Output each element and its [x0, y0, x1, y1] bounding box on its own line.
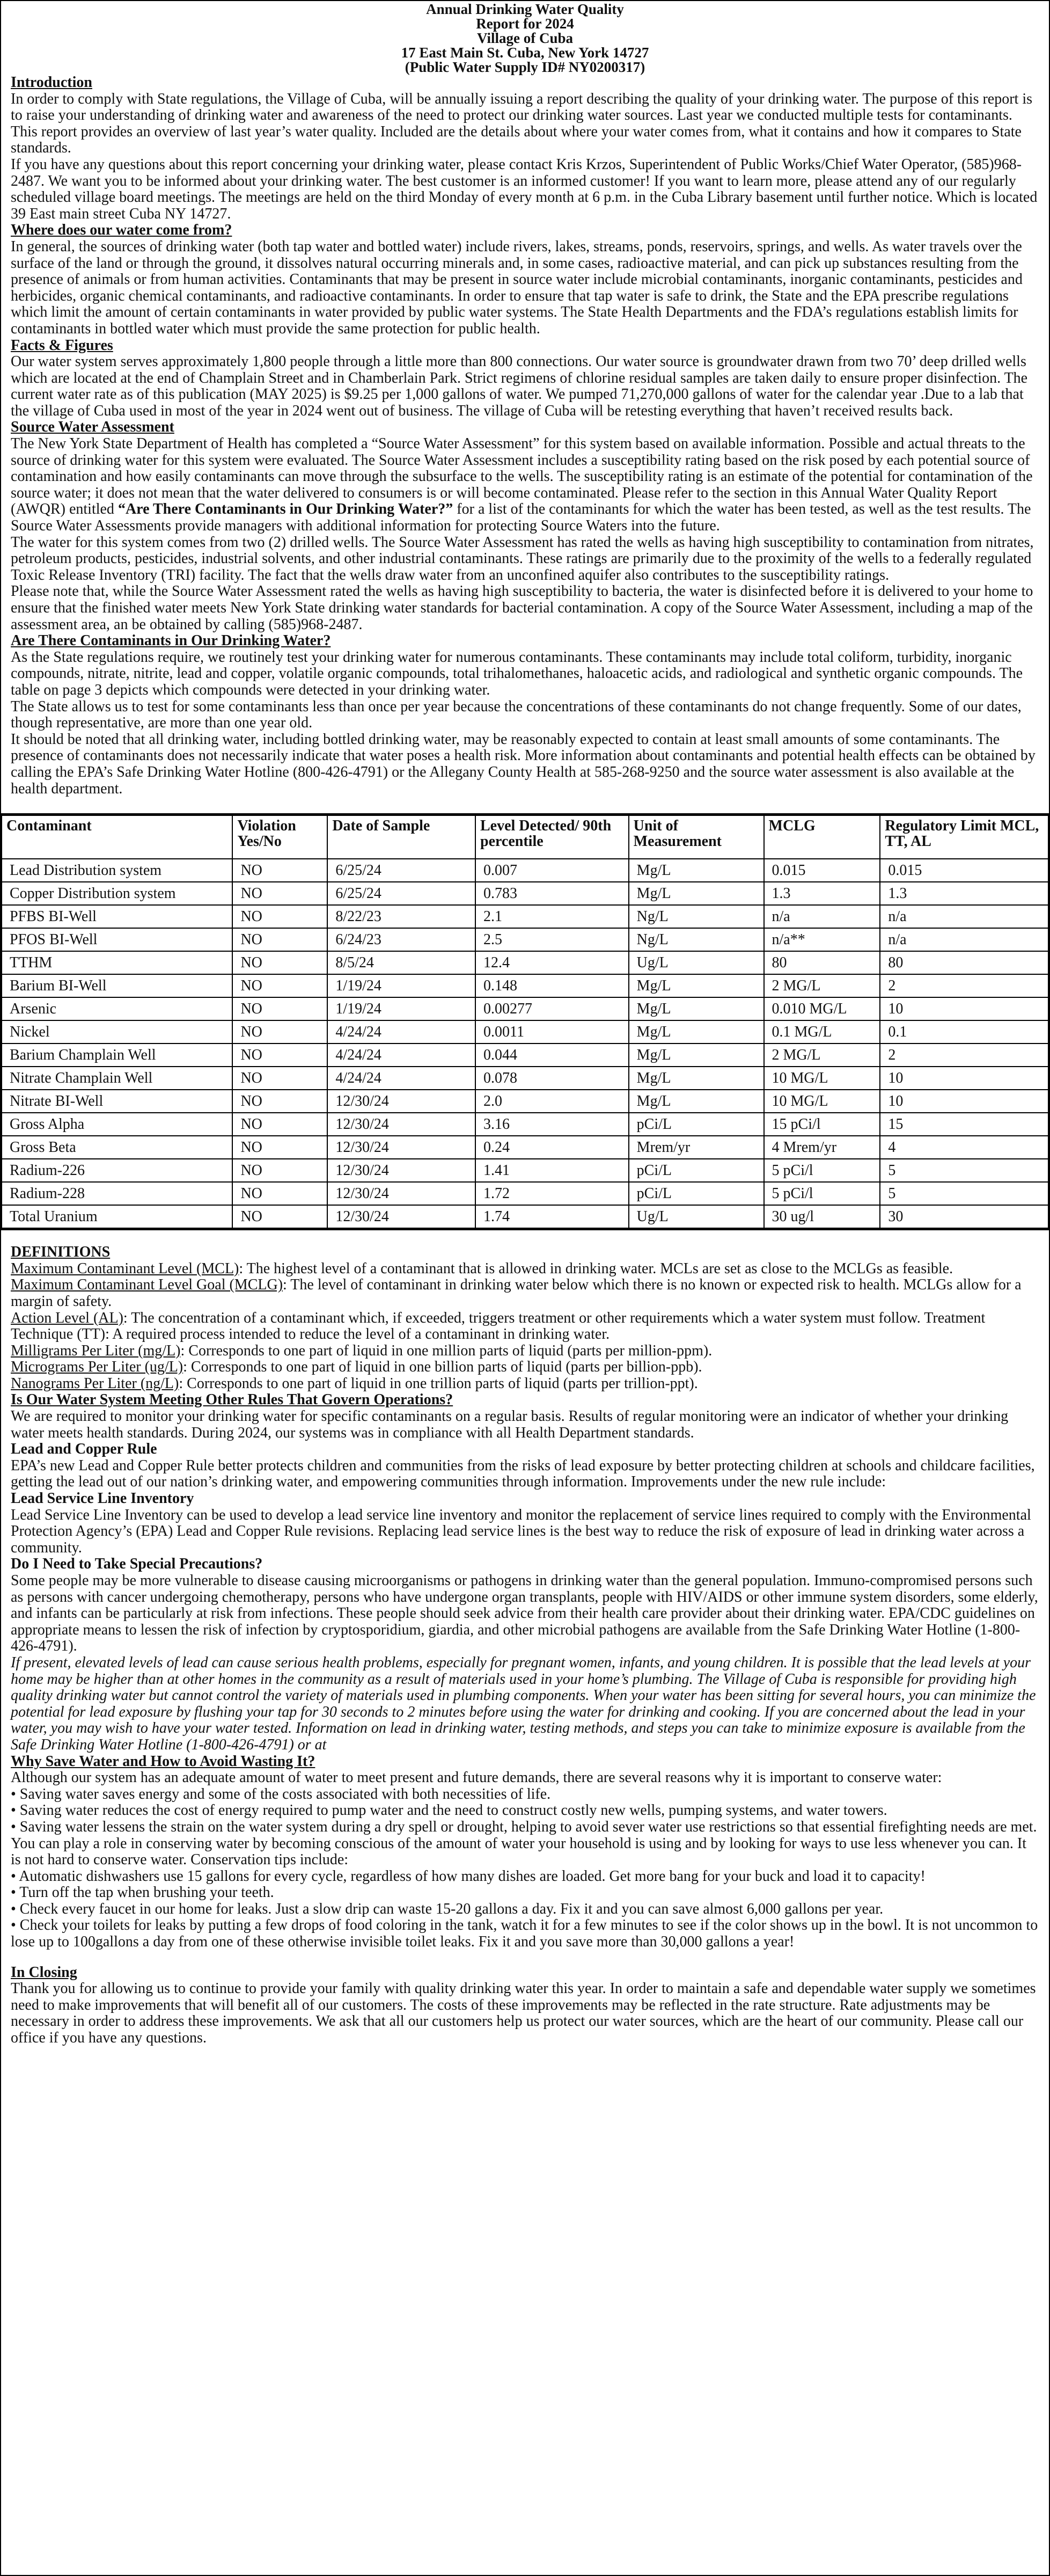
table-row	[2, 928, 1048, 951]
section-heading-lead-copper: Lead and Copper Rule	[11, 1441, 157, 1458]
def-ug-term: Micrograms Per Liter (ug/L)	[11, 1359, 183, 1376]
table-cell: 0.015	[764, 859, 880, 882]
def-ug-text: : Corresponds to one part of liquid in one billion parts of liquid (parts per billion-ppb).	[183, 1359, 702, 1376]
table-row	[2, 974, 1048, 997]
table-cell: Ug/L	[629, 1205, 764, 1228]
def-al	[11, 1310, 1039, 1343]
def-mcl-term: Maximum Contaminant Level (MCL)	[11, 1260, 239, 1277]
table-row	[2, 1043, 1048, 1067]
section-heading-facts: Facts & Figures	[11, 337, 113, 354]
header-title: Annual Drinking Water Quality	[426, 1, 624, 17]
table-cell: Barium Champlain Well	[2, 1043, 232, 1067]
table-cell: NO	[232, 1067, 327, 1090]
ssa-paragraph-3: Please note that, while the Source Water Assessment rated the wells as having high susceptibility to bacteria, the water is disinfected before it is delivered to your home to ensure that the finished water meets New York State drinking water standards for bacterial contamination. A copy of the Source Water Assessment, including a map of the assessment area, an be obtained by calling (585)968-2487.	[11, 583, 1033, 633]
tip-3: • Check every faucet in our home for leaks. Just a slow drip can waste 15-20 gallons a day. Fix it and you can save almost 6,000 gallons per year.	[11, 1900, 884, 1917]
report-header	[1, 1, 1049, 75]
table-row	[2, 997, 1048, 1020]
contam-paragraph-2: The State allows us to test for some contaminants less than once per year because the concentrations of these contaminants do not change frequently. Some of our dates, though representative, are more than one year old.	[11, 698, 1022, 732]
table-cell: 15 pCi/l	[764, 1113, 880, 1136]
report-body-bottom	[1, 1230, 1049, 2047]
table-cell: 80	[764, 951, 880, 974]
table-cell: 10	[880, 1067, 1048, 1090]
table-cell: 10	[880, 997, 1048, 1020]
section-heading-contaminants: Are There Contaminants in Our Drinking Water?	[11, 632, 331, 650]
table-cell: 2 MG/L	[764, 1043, 880, 1067]
ssa-p1-text-c: for a list of the contaminants for which the water has been tested, as well as the test results. The Source Water Assessments provide managers with additional information for protecting Source Waters into the future.	[11, 501, 1031, 535]
contaminant-table	[1, 815, 1049, 1229]
table-row	[2, 1020, 1048, 1043]
facts-paragraph: Our water system serves approximately 1,800 people through a little more than 800 connections. Our water source is groundwater drawn from two 70’ deep drilled wells which are located at the end of Champlain Street and in Chamberlain Park. Strict regimens of chlorine residual samples are taken daily to ensure proper disinfection. The current water rate as of this publication (MAY 2025) is $9.25 per 1,000 gallons of water. We pumped 71,270,000 gallons of water for the calendar year .Due to a lab that the village of Cuba used in most of the year in 2024 went out of business. The village of Cuba will be retesting everything that haven’t received results back.	[11, 353, 1028, 419]
table-cell: Ng/L	[629, 905, 764, 928]
table-cell: pCi/L	[629, 1159, 764, 1182]
table-cell: Nickel	[2, 1020, 232, 1043]
precautions-paragraph-2: If present, elevated levels of lead can cause serious health problems, especially for pregnant women, infants, and young children. It is possible that the lead levels at your home may be higher than at other homes in the community as a result of materials used in your home’s plumbing. The Village of Cuba is responsible for providing high quality drinking water but cannot control the variety of materials used in plumbing components. When your water has been sitting for several hours, you can minimize the potential for lead exposure by flushing your tap for 30 seconds to 2 minutes before using the water for drinking and cooking. If you are concerned about the lead in your water, you may wish to have your water tested. Information on lead in drinking water, testing methods, and steps you can take to minimize exposure is available from the Safe Drinking Water Hotline (1-800-426-4791) or at	[11, 1654, 1036, 1753]
col-header-level: Level Detected/ 90th percentile	[475, 815, 629, 859]
table-cell: 5	[880, 1182, 1048, 1205]
col-header-mclg: MCLG	[764, 815, 880, 859]
where-paragraph: In general, the sources of drinking water (both tap water and bottled water) include rivers, lakes, streams, ponds, reservoirs, springs, and wells. As water travels over the surface of the land or through the ground, it dissolves natural occurring minerals and, in some cases, radioactive material, and can pick up substances resulting from the presence of animals or from human activities. Contaminants that may be present in source water include microbial contaminants, inorganic contaminants, pesticides and herbicides, organic chemical contaminants, and radioactive contaminants. In order to ensure that tap water is safe to drink, the State and the EPA prescribe regulations which limit the amount of certain contaminants in water provided by public water systems. The State Health Departments and the FDA’s regulations establish limits for contaminants in bottled water which must provide the same protection for public health.	[11, 238, 1023, 337]
def-al-term: Action Level (AL)	[11, 1309, 123, 1326]
table-body	[2, 859, 1048, 1228]
table-cell: 1/19/24	[327, 974, 475, 997]
section-heading-where: Where does our water come from?	[11, 222, 232, 239]
table-cell: 80	[880, 951, 1048, 974]
table-cell: Mg/L	[629, 1090, 764, 1113]
table-cell: 1.3	[880, 882, 1048, 905]
table-cell: 12.4	[475, 951, 629, 974]
table-cell: NO	[232, 1136, 327, 1159]
table-cell: 1.3	[764, 882, 880, 905]
table-cell: 2.5	[475, 928, 629, 951]
table-cell: 4/24/24	[327, 1020, 475, 1043]
col-header-contaminant: Contaminant	[2, 815, 232, 859]
table-cell: PFOS BI-Well	[2, 928, 232, 951]
def-mclg-term: Maximum Contaminant Level Goal (MCLG)	[11, 1276, 283, 1294]
table-cell: TTHM	[2, 951, 232, 974]
table-cell: 1.41	[475, 1159, 629, 1182]
table-cell: 8/5/24	[327, 951, 475, 974]
def-ng	[11, 1376, 1039, 1392]
def-ng-text: : Corresponds to one part of liquid in one trillion parts of liquid (parts per trillion-ppt).	[179, 1375, 698, 1392]
table-cell: 0.007	[475, 859, 629, 882]
table-cell: 4 Mrem/yr	[764, 1136, 880, 1159]
table-cell: NO	[232, 859, 327, 882]
closing-paragraph: Thank you for allowing us to continue to provide your family with quality drinking water this year. In order to maintain a safe and dependable water supply we sometimes need to make improvements that will benefit all of our customers. The costs of these improvements may be reflected in the rate structure. Rate adjustments may be necessary in order to address these improvements. We ask that all our customers help us protect our water sources, which are the heart of our community. Please call our office if you have any questions.	[11, 1980, 1036, 2047]
table-cell: 0.015	[880, 859, 1048, 882]
table-cell: 1/19/24	[327, 997, 475, 1020]
save-bullet-3: • Saving water lessens the strain on the water system during a dry spell or drought, helping to avoid sever water use restrictions so that essential firefighting needs are met.	[11, 1818, 1037, 1835]
lead-copper-paragraph: EPA’s new Lead and Copper Rule better protects children and communities from the risks of lead exposure by better protecting children at schools and childcare facilities, getting the lead out of our nation’s drinking water, and empowering communities through information. Improvements under the new rule include:	[11, 1457, 1035, 1491]
table-cell: NO	[232, 997, 327, 1020]
table-cell: Mg/L	[629, 1043, 764, 1067]
table-cell: n/a	[764, 905, 880, 928]
table-row	[2, 1067, 1048, 1090]
header-address: 17 East Main St. Cuba, New York 14727	[401, 45, 649, 61]
table-cell: NO	[232, 928, 327, 951]
table-cell: Total Uranium	[2, 1205, 232, 1228]
table-cell: 6/25/24	[327, 882, 475, 905]
table-cell: 2.1	[475, 905, 629, 928]
table-cell: 0.00277	[475, 997, 629, 1020]
table-cell: Mg/L	[629, 974, 764, 997]
table-cell: 12/30/24	[327, 1113, 475, 1136]
col-header-date: Date of Sample	[327, 815, 475, 859]
def-al-text: : The concentration of a contaminant which, if exceeded, triggers treatment or other requirements which a water system must follow. Treatment Technique (TT): A required process intended to reduce the level of a contaminant in drinking water.	[11, 1309, 986, 1343]
precautions-paragraph-1: Some people may be more vulnerable to disease causing microorganisms or pathogens in drinking water than the general population. Immuno-compromised persons such as persons with cancer undergoing chemotherapy, persons who have undergone organ transplants, people with HIV/AIDS or other immune system disorders, some elderly, and infants can be particularly at risk from infections. These people should seek advice from their health care provider about their drinking water. EPA/CDC guidelines on appropriate means to lessen the risk of infection by cryptosporidium, giardia, and other microbial pathogens are available from the Safe Drinking Water Hotline (1-800-426-4791).	[11, 1572, 1038, 1655]
table-cell: 0.783	[475, 882, 629, 905]
ssa-p1-text-a: The New York State Department of Health has completed a “Source Water Assessment” for this system based on available information. Possible and actual threats to the source of drinking water for this system were evaluated. The Source Water Assessment includes a susceptibility rating based on the risk posed by each potential source of contamination and how easily contaminants can move through the subsurface to the wells. The susceptibility rating is an estimate of the potential for contamination of the source water; it does not mean that the water delivered to consumers is or will become contaminated. Please refer to the section in this Annual Water Quality Report (AWQR) entitled	[11, 435, 1033, 518]
header-subtitle: Report for 2024	[476, 16, 574, 32]
table-cell: Arsenic	[2, 997, 232, 1020]
col-header-limit: Regulatory Limit MCL, TT, AL	[880, 815, 1048, 859]
section-heading-introduction: Introduction	[11, 74, 92, 91]
table-cell: 30 ug/l	[764, 1205, 880, 1228]
table-cell: 4/24/24	[327, 1067, 475, 1090]
table-cell: pCi/L	[629, 1182, 764, 1205]
table-row	[2, 882, 1048, 905]
ssa-paragraph-2: The water for this system comes from two (2) drilled wells. The Source Water Assessment has rated the wells as having high susceptibility to contamination from nitrates, petroleum products, pesticides, industrial solvents, and other industrial contaminants. These ratings are primarily due to the proximity of the wells to a federally regulated Toxic Release Inventory (TRI) facility. The fact that the wells draw water from an unconfined aquifer also contributes to the susceptibility ratings.	[11, 534, 1034, 583]
def-mg-term: Milligrams Per Liter (mg/L)	[11, 1342, 181, 1359]
table-cell: 0.044	[475, 1043, 629, 1067]
save-bullet-2: • Saving water reduces the cost of energy required to pump water and the need to construct costly new wells, pumping systems, and water towers.	[11, 1802, 887, 1819]
table-row	[2, 1113, 1048, 1136]
table-cell: NO	[232, 1159, 327, 1182]
table-cell: NO	[232, 1020, 327, 1043]
table-cell: Barium BI-Well	[2, 974, 232, 997]
table-cell: Mg/L	[629, 1067, 764, 1090]
table-row	[2, 1205, 1048, 1228]
save-paragraph-2: You can play a role in conserving water by becoming conscious of the amount of water your household is using and by looking for ways to use less whenever you can. It is not hard to conserve water. Conservation tips include:	[11, 1835, 1026, 1869]
col-header-unit: Unit of Measurement	[629, 815, 764, 859]
table-cell: Mg/L	[629, 997, 764, 1020]
def-mclg	[11, 1277, 1039, 1310]
table-cell: NO	[232, 1043, 327, 1067]
table-cell: 2.0	[475, 1090, 629, 1113]
section-heading-other-rules: Is Our Water System Meeting Other Rules That Govern Operations?	[11, 1391, 453, 1409]
table-cell: NO	[232, 974, 327, 997]
table-row	[2, 951, 1048, 974]
table-cell: 10 MG/L	[764, 1090, 880, 1113]
table-row	[2, 1090, 1048, 1113]
tip-4: • Check your toilets for leaks by putting a few drops of food coloring in the tank, watch it for a few minutes to see if the color shows up in the bowl. It is not uncommon to lose up to 100gallons a day from one of these otherwise invisible toilet leaks. Fix it and you save more than 30,000 gallons a year!	[11, 1917, 1038, 1951]
table-cell: Ug/L	[629, 951, 764, 974]
table-row	[2, 1136, 1048, 1159]
section-heading-precautions: Do I Need to Take Special Precautions?	[11, 1556, 263, 1573]
table-cell: 5 pCi/l	[764, 1182, 880, 1205]
table-cell: pCi/L	[629, 1113, 764, 1136]
table-cell: Gross Alpha	[2, 1113, 232, 1136]
table-cell: 6/24/23	[327, 928, 475, 951]
table-cell: NO	[232, 882, 327, 905]
table-cell: NO	[232, 951, 327, 974]
contam-paragraph-3: It should be noted that all drinking water, including bottled drinking water, may be reasonably expected to contain at least small amounts of some contaminants. The presence of contaminants does not necessarily indicate that water poses a health risk. More information about contaminants and potential health effects can be obtained by calling the EPA’s Safe Drinking Water Hotline (800-426-4791) or the Allegany County Health at 585-268-9250 and the source water assessment is also available at the health department.	[11, 731, 1036, 797]
table-cell: Gross Beta	[2, 1136, 232, 1159]
table-row	[2, 859, 1048, 882]
other-rules-paragraph: We are required to monitor your drinking water for specific contaminants on a regular basis. Results of regular monitoring were an indicator of whether your drinking water meets health standards. During 2024, our systems was in compliance with all Health Department standards.	[11, 1408, 1009, 1441]
table-cell: Nitrate Champlain Well	[2, 1067, 232, 1090]
ssa-paragraph-1	[11, 436, 1039, 535]
table-cell: n/a	[880, 928, 1048, 951]
table-cell: NO	[232, 1182, 327, 1205]
table-cell: Radium-226	[2, 1159, 232, 1182]
table-cell: 12/30/24	[327, 1136, 475, 1159]
save-paragraph-1: Although our system has an adequate amount of water to meet present and future demands, there are several reasons why it is important to conserve water:	[11, 1769, 942, 1786]
table-cell: Mrem/yr	[629, 1136, 764, 1159]
table-cell: PFBS BI-Well	[2, 905, 232, 928]
def-ng-term: Nanograms Per Liter (ng/L)	[11, 1375, 179, 1392]
table-cell: Radium-228	[2, 1182, 232, 1205]
col-header-violation: Violation Yes/No	[232, 815, 327, 859]
table-cell: Mg/L	[629, 1020, 764, 1043]
table-cell: 0.010 MG/L	[764, 997, 880, 1020]
table-cell: 12/30/24	[327, 1182, 475, 1205]
table-cell: 12/30/24	[327, 1205, 475, 1228]
table-cell: Lead Distribution system	[2, 859, 232, 882]
ssa-p1-section-ref: “Are There Contaminants in Our Drinking Water?”	[118, 501, 453, 518]
table-cell: 3.16	[475, 1113, 629, 1136]
table-cell: 0.078	[475, 1067, 629, 1090]
table-cell: NO	[232, 1090, 327, 1113]
table-header-row	[2, 815, 1048, 859]
section-heading-closing: In Closing	[11, 1964, 77, 1981]
table-cell: 10	[880, 1090, 1048, 1113]
table-cell: Mg/L	[629, 882, 764, 905]
def-mg	[11, 1343, 1039, 1360]
table-row	[2, 1182, 1048, 1205]
table-cell: n/a**	[764, 928, 880, 951]
save-bullet-1: • Saving water saves energy and some of the costs associated with both necessities of life.	[11, 1785, 551, 1803]
contam-paragraph-1: As the State regulations require, we routinely test your drinking water for numerous contaminants. These contaminants may include total coliform, turbidity, inorganic compounds, nitrate, nitrite, lead and copper, volatile organic compounds, total trihalomethanes, haloacetic acids, and radiological and synthetic organic compounds. The table on page 3 depicts which compounds were detected in your drinking water.	[11, 648, 1023, 698]
table-cell: 12/30/24	[327, 1159, 475, 1182]
table-cell: 15	[880, 1113, 1048, 1136]
table-cell: NO	[232, 1205, 327, 1228]
intro-paragraph-2: If you have any questions about this report concerning your drinking water, please contact Kris Krzos, Superintendent of Public Works/Chief Water Operator, (585)968-2487. We want you to be informed about your drinking water. The best customer is an informed customer! If you want to learn more, please attend any of our regularly scheduled village board meetings. The meetings are held on the third Monday of every month at 6 p.m. in the Cuba Library basement until further notice. Which is located 39 East main street Cuba NY 14727.	[11, 156, 1038, 222]
table-cell: 8/22/23	[327, 905, 475, 928]
table-cell: 0.1 MG/L	[764, 1020, 880, 1043]
section-heading-save-water: Why Save Water and How to Avoid Wasting It?	[11, 1753, 315, 1770]
table-cell: Mg/L	[629, 859, 764, 882]
table-cell: 30	[880, 1205, 1048, 1228]
table-cell: 10 MG/L	[764, 1067, 880, 1090]
contaminant-table-wrapper	[1, 813, 1049, 1230]
table-cell: 2 MG/L	[764, 974, 880, 997]
intro-paragraph-1: In order to comply with State regulations, the Village of Cuba, will be annually issuing a report describing the quality of your drinking water. The purpose of this report is to raise your understanding of drinking water and awareness of the need to protect our drinking water sources. Last year we conducted multiple tests for contaminants. This report provides an overview of last year’s water quality. Included are the details about where your water comes from, what it contains and how it compares to State standards.	[11, 90, 1032, 157]
report-body-top	[1, 75, 1049, 797]
def-mclg-text: : The level of contaminant in drinking water below which there is no known or expected risk to health. MCLGs allow for a margin of safety.	[11, 1276, 1022, 1310]
table-cell: 4/24/24	[327, 1043, 475, 1067]
table-cell: 2	[880, 974, 1048, 997]
def-mcl-text: : The highest level of a contaminant that is allowed in drinking water. MCLs are set as close to the MCLGs as feasible.	[239, 1260, 953, 1277]
table-cell: 5	[880, 1159, 1048, 1182]
section-heading-definitions: DEFINITIONS	[11, 1244, 111, 1261]
table-cell: n/a	[880, 905, 1048, 928]
table-cell: 2	[880, 1043, 1048, 1067]
header-pws-id: (Public Water Supply ID# NY0200317)	[405, 59, 645, 75]
section-heading-source-assessment: Source Water Assessment	[11, 419, 174, 436]
table-row	[2, 905, 1048, 928]
table-row	[2, 1159, 1048, 1182]
section-heading-lsli: Lead Service Line Inventory	[11, 1490, 194, 1507]
table-cell: 12/30/24	[327, 1090, 475, 1113]
tip-1: • Automatic dishwashers use 15 gallons for every cycle, regardless of how many dishes are loaded. Get more bang for your buck and load it to capacity!	[11, 1867, 926, 1885]
def-ug	[11, 1359, 1039, 1376]
table-cell: 4	[880, 1136, 1048, 1159]
table-cell: 0.1	[880, 1020, 1048, 1043]
table-cell: 6/25/24	[327, 859, 475, 882]
def-mg-text: : Corresponds to one part of liquid in one million parts of liquid (parts per million-ppm).	[180, 1342, 713, 1359]
table-cell: 1.72	[475, 1182, 629, 1205]
table-cell: Nitrate BI-Well	[2, 1090, 232, 1113]
table-cell: NO	[232, 905, 327, 928]
table-cell: Copper Distribution system	[2, 882, 232, 905]
lsli-paragraph: Lead Service Line Inventory can be used to develop a lead service line inventory and monitor the replacement of service lines required to comply with the Environmental Protection Agency’s (EPA) Lead and Copper Rule revisions. Replacing lead service lines is the best way to reduce the risk of exposure of lead in drinking water across a community.	[11, 1506, 1031, 1556]
table-cell: 0.148	[475, 974, 629, 997]
table-cell: 0.24	[475, 1136, 629, 1159]
def-mcl	[11, 1261, 1039, 1278]
table-cell: NO	[232, 1113, 327, 1136]
tip-2: • Turn off the tap when brushing your teeth.	[11, 1884, 274, 1901]
header-village: Village of Cuba	[476, 30, 573, 46]
table-cell: Ng/L	[629, 928, 764, 951]
table-cell: 0.0011	[475, 1020, 629, 1043]
table-cell: 1.74	[475, 1205, 629, 1228]
table-cell: 5 pCi/l	[764, 1159, 880, 1182]
